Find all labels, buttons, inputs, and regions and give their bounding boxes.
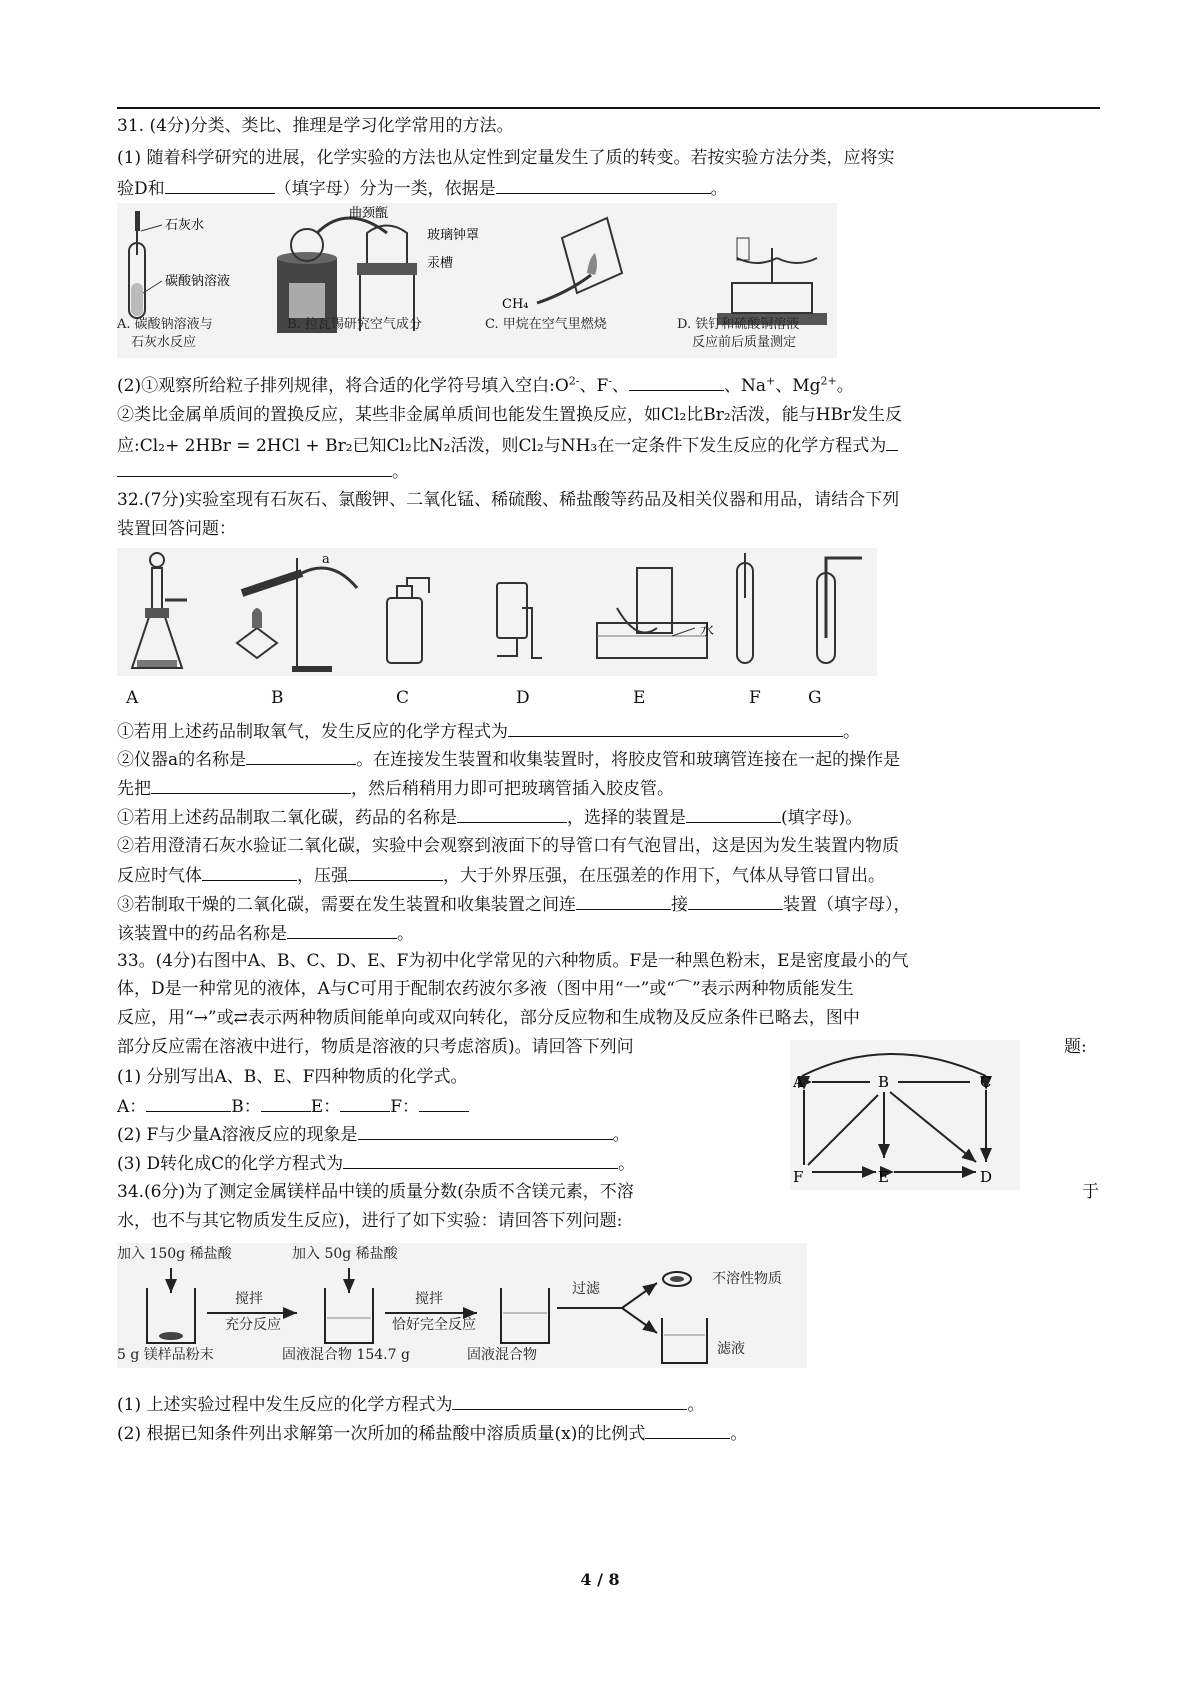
exact-reaction-label: 恰好完全反应 [392,1317,476,1333]
apparatus-letter-d: D [516,688,530,708]
q31-part1-line1: (1) 随着科学研究的进展，化学实验的方法也从定性到定量发生了质的转变。若按实验方法分类，应将实 [117,148,895,168]
caption-a-line1: A. 碳酸钠溶液与 [117,317,213,332]
answer-blank[interactable] [686,804,781,823]
apparatus-letter-e: E [633,688,646,708]
apparatus-letter-a: A [126,688,139,708]
node-f: F [793,1168,804,1186]
answer-blank[interactable] [496,175,711,194]
insoluble-label: 不溶性物质 [712,1271,782,1287]
q31-part2-line4: 。 [117,458,409,484]
apparatus-figure-32 [117,548,877,676]
q31-part1-line2: 验D和 （填字母）分为一类，依据是 。 [117,175,728,201]
answer-blank[interactable] [452,1391,687,1410]
methane-label: CH₄ [502,297,529,312]
caption-d-line1: D. 铁钉和硫酸铜溶液 [677,317,800,332]
full-reaction-label: 充分反应 [225,1317,281,1333]
add-150g-hcl: 加入 150g 稀盐酸 [117,1246,232,1262]
caption-c: C. 甲烷在空气里燃烧 [485,317,607,332]
q32-line1: ①若用上述药品制取氧气，发生反应的化学方程式为 。 [117,718,860,744]
sodium-carbonate-label: 碳酸钠溶液 [165,274,231,289]
experiment-flow-figure-34 [117,1243,807,1368]
q32-line5: ②若用澄清石灰水验证二氧化碳，实验中会观察到液面下的导管口有气泡冒出，这是因为发生装置内物质 [117,836,899,856]
lab-apparatus-illustrations [117,548,877,676]
water-label: 水 [700,623,714,639]
q33-line5: (1) 分别写出A、B、E、F四种物质的化学式。 [117,1067,468,1087]
q32-line7: ③若制取干燥的二氧化碳，需要在发生装置和收集装置之间连 接 装置（填字母）， [117,891,911,917]
answer-blank[interactable] [576,891,671,910]
answer-blank[interactable] [886,432,898,451]
q34-line3: (1) 上述实验过程中发生反应的化学方程式为 。 [117,1391,704,1417]
answer-blank[interactable] [261,1093,311,1112]
q33-line4b: 题: [1064,1037,1087,1057]
q34-line2: 水，也不与其它物质发生反应)，进行了如下实验：请回答下列问题: [117,1211,623,1231]
node-c: C [980,1073,992,1091]
stir-label-2: 搅拌 [415,1291,443,1307]
node-e: E [878,1168,889,1186]
answer-blank[interactable] [343,1150,618,1169]
experiment-figure-31 [117,203,837,358]
answer-blank[interactable] [165,175,275,194]
q33-line6: A： B： E： F： [117,1093,469,1119]
node-d: D [980,1168,993,1186]
q34-line1a: 34.(6分)为了测定金属镁样品中镁的质量分数(杂质不含镁元素，不溶 [117,1182,634,1202]
answer-blank[interactable] [358,1121,613,1140]
node-a: A [793,1073,804,1091]
substance-relation-diagram [790,1040,1020,1190]
q34-line4: (2) 根据已知条件列出求解第一次所加的稀盐酸中溶质质量(x)的比例式 。 [117,1420,747,1446]
answer-blank[interactable] [117,458,392,477]
caption-a-line2: 石灰水反应 [131,335,197,350]
q32-line2: ②仪器a的名称是 。在连接发生装置和收集装置时，将胶皮管和玻璃管连接在一起的操作是 [117,746,900,772]
apparatus-letter-c: C [396,688,410,708]
answer-blank[interactable] [419,1093,469,1112]
answer-blank[interactable] [202,862,297,881]
balance-apparatus [717,238,827,325]
add-50g-hcl: 加入 50g 稀盐酸 [292,1246,398,1262]
limewater-label: 石灰水 [165,218,205,233]
answer-blank[interactable] [688,891,783,910]
answer-blank[interactable] [457,804,567,823]
q32-line6: 反应时气体 ，压强 ，大于外界压强，在压强差的作用下，气体从导管口冒出。 [117,862,885,888]
q32-line8: 该装置中的药品名称是 。 [117,920,414,946]
filtrate-label: 滤液 [717,1341,745,1357]
q33-line8: (3) D转化成C的化学方程式为 。 [117,1150,635,1176]
caption-b: B. 拉瓦锡研究空气成分 [287,317,422,332]
bell-jar-label: 玻璃钟罩 [427,228,480,243]
answer-blank[interactable] [246,746,356,765]
mercury-trough-label: 汞槽 [427,256,454,271]
relation-diagram-svg [790,1040,1020,1190]
q32-line4: ①若用上述药品制取二氧化碳，药品的名称是 ，选择的装置是 (填字母)。 [117,804,862,830]
q33-line3: 反应，用“→”或⇄表示两种物质间能单向或双向转化，部分反应物和生成物及反应条件已略去，图中 [117,1008,860,1028]
apparatus-letter-g: G [808,688,822,708]
apparatus-letter-f: F [749,688,761,708]
answer-blank[interactable] [146,1093,231,1112]
filter-label: 过滤 [572,1281,600,1297]
apparatus-letter-b: B [271,688,284,708]
q34-line1b: 于 [1082,1182,1099,1202]
q33-line2: 体，D是一种常见的液体，A与C可用于配制农药波尔多液（图中用“一”或“⌒”表示两种物质能发生 [117,979,854,999]
q31-part2-line1: (2)①观察所给粒子排列规律，将合适的化学符号填入空白$:O^{2-}$、F-、 、Na+、$Mg^{2+}$。 [117,372,854,398]
answer-blank[interactable] [151,775,351,794]
q33-line1: 33。(4分)右图中A、B、C、D、E、F为初中化学常见的六种物质。F是一种黑色粉末，E是密度最小的气 [117,951,909,971]
q31-title: 31. (4分)分类、类比、推理是学习化学常用的方法。 [117,116,514,136]
answer-blank[interactable] [629,372,724,391]
q32-title: 32.(7分)实验室现有石灰石、氯酸钾、二氧化锰、稀硫酸、稀盐酸等药品及相关仪器和用品，请结合下列 [117,490,900,510]
mixture-label: 固液混合物 [467,1347,537,1363]
header-rule [117,107,1100,109]
instrument-a-label: a [322,552,330,567]
q31-part2-line3: 应:Cl₂+ 2HBr = 2HCl + Br₂已知Cl₂比N₂活泼，则Cl₂与NH₃在一定条件下发生反应的化学方程式为 [117,432,898,458]
answer-blank[interactable] [340,1093,390,1112]
q33-line4a: 部分反应需在溶液中进行，物质是溶液的只考虑溶质)。请回答下列问 [117,1037,634,1057]
methane-combustion-apparatus [537,218,622,303]
q31-part2-line2: ②类比金属单质间的置换反应，某些非金属单质间也能发生置换反应，如Cl₂比Br₂活泼，能与HBr发生反 [117,405,903,425]
q33-line7: (2) F与少量A溶液反应的现象是 。 [117,1121,630,1147]
page-number: 4 / 8 [580,1570,620,1589]
node-b: B [878,1073,890,1091]
answer-blank[interactable] [287,920,397,939]
answer-blank[interactable] [645,1420,730,1439]
retort-label: 曲颈甑 [349,206,389,221]
caption-d-line2: 反应前后质量测定 [692,335,797,350]
q32-title-line2: 装置回答问题： [117,519,236,539]
answer-blank[interactable] [348,862,443,881]
q32-line3: 先把 ，然后稍稍用力即可把玻璃管插入胶皮管。 [117,775,674,801]
sample-label: 5 g 镁样品粉末 [117,1347,214,1363]
answer-blank[interactable] [508,718,843,737]
mixture-mass-label: 固液混合物 154.7 g [282,1347,410,1363]
test-tube-apparatus [129,211,162,318]
stir-label-1: 搅拌 [235,1291,263,1307]
